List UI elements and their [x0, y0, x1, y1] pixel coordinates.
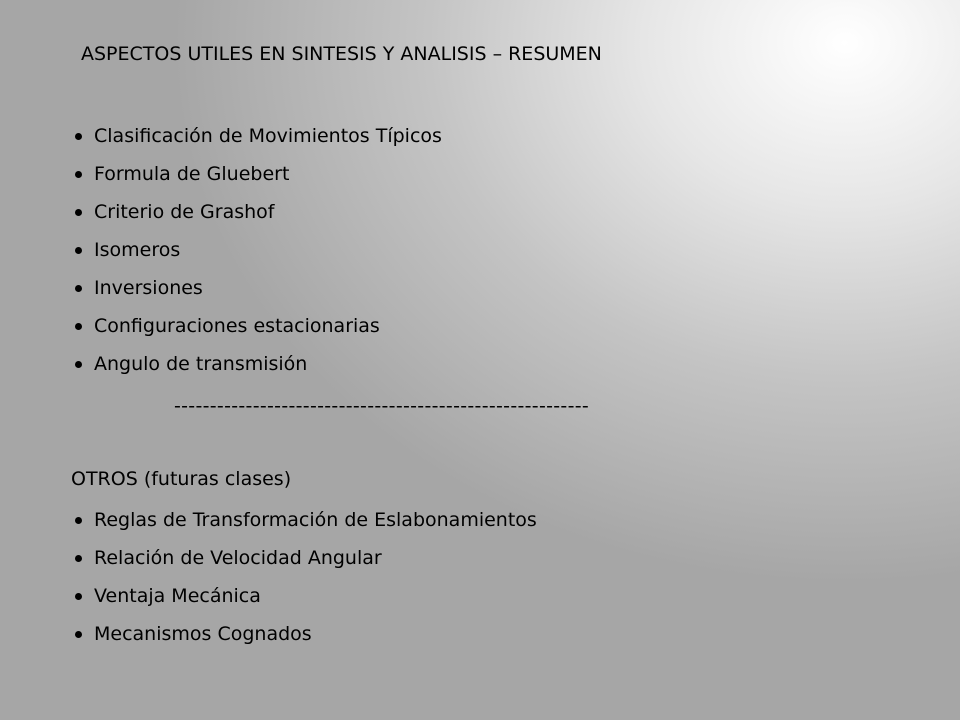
list-item-text: Clasificación de Movimientos Típicos — [94, 125, 442, 147]
bullet-icon — [75, 361, 82, 368]
bullet-icon — [75, 555, 82, 562]
bullet-icon — [75, 593, 82, 600]
slide-title: ASPECTOS UTILES EN SINTESIS Y ANALISIS – RESUMEN — [81, 43, 602, 65]
list-item-text: Inversiones — [94, 277, 203, 299]
list-item-text: Formula de Gluebert — [94, 163, 290, 185]
bullet-icon — [75, 133, 82, 140]
divider: ---------------------------------------------------------- — [174, 395, 590, 417]
bullet-icon — [75, 285, 82, 292]
list-item-text: Mecanismos Cognados — [94, 623, 312, 645]
bullet-icon — [75, 631, 82, 638]
list-item-text: Criterio de Grashof — [94, 201, 275, 223]
list-item-text: Relación de Velocidad Angular — [94, 547, 382, 569]
list-item-text: Reglas de Transformación de Eslabonamientos — [94, 509, 537, 531]
section-subtitle: OTROS (futuras clases) — [71, 468, 292, 490]
list-item-text: Configuraciones estacionarias — [94, 315, 380, 337]
bullet-icon — [75, 209, 82, 216]
list-item-text: Ventaja Mecánica — [94, 585, 261, 607]
list-item-text: Angulo de transmisión — [94, 353, 308, 375]
bullet-icon — [75, 517, 82, 524]
list-item-text: Isomeros — [94, 239, 181, 261]
bullet-icon — [75, 247, 82, 254]
bullet-icon — [75, 171, 82, 178]
bullet-icon — [75, 323, 82, 330]
